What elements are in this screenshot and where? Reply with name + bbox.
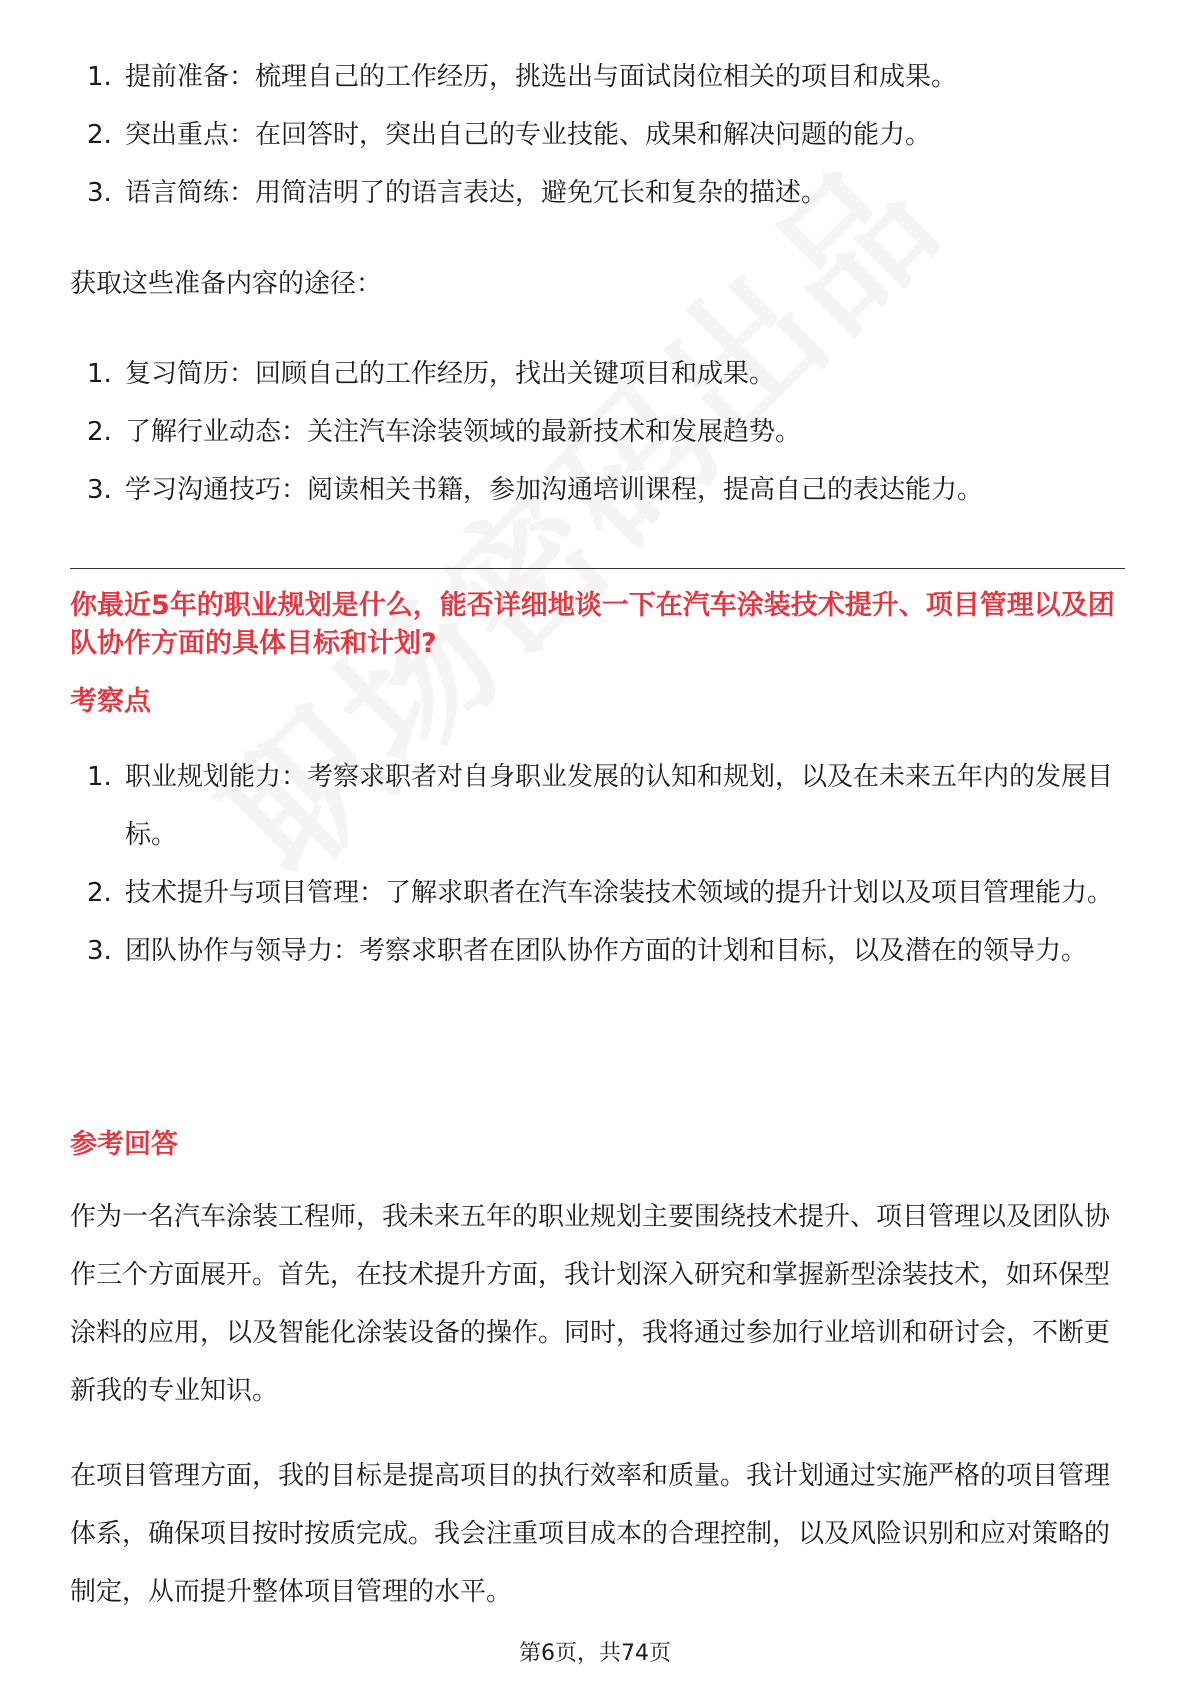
list-number: 1.	[87, 359, 112, 389]
list-item	[70, 748, 1120, 864]
answer-heading: 参考回答	[70, 1129, 178, 1160]
list-number: 1.	[87, 762, 112, 792]
list-number: 3.	[87, 936, 112, 966]
focus-heading: 考察点	[70, 686, 151, 717]
list-text: 技术提升与项目管理：了解求职者在汽车涂装技术领域的提升计划以及项目管理能力。	[125, 878, 1114, 908]
interview-question: 你最近5年的职业规划是什么，能否详细地谈一下在汽车涂装技术提升、项目管理以及团队协作方面的具体目标和计划?	[70, 590, 1115, 659]
answer-paragraph: 作为一名汽车涂装工程师，我未来五年的职业规划主要围绕技术提升、项目管理以及团队协作三个方面展开。首先，在技术提升方面，我计划深入研究和掌握新型涂装技术，如环保型涂料的应用，以及智能化涂装设备的操作。同时，我将通过参加行业培训和研讨会，不断更新我的专业知识。	[70, 1202, 1111, 1406]
list-number: 3.	[87, 178, 112, 208]
list-text: 了解行业动态：关注汽车涂装领域的最新技术和发展趋势。	[125, 417, 802, 447]
list-text: 提前准备：梳理自己的工作经历，挑选出与面试岗位相关的项目和成果。	[125, 62, 958, 92]
list-text: 突出重点：在回答时，突出自己的专业技能、成果和解决问题的能力。	[125, 120, 932, 150]
list-item	[70, 403, 1120, 461]
list-text: 复习简历：回顾自己的工作经历，找出关键项目和成果。	[125, 359, 776, 389]
intro-list	[70, 48, 1120, 222]
list-number: 1.	[87, 62, 112, 92]
ways-heading: 获取这些准备内容的途径：	[70, 269, 383, 299]
list-item	[70, 106, 1120, 164]
focus-list	[70, 748, 1120, 980]
list-item	[70, 461, 1120, 519]
ways-list	[70, 345, 1120, 519]
list-number: 2.	[87, 417, 112, 447]
list-item	[70, 864, 1120, 922]
list-number: 2.	[87, 878, 112, 908]
list-text: 团队协作与领导力：考察求职者在团队协作方面的计划和目标，以及潜在的领导力。	[125, 936, 1088, 966]
list-text: 职业规划能力：考察求职者对自身职业发展的认知和规划，以及在未来五年内的发展目标。	[125, 762, 1114, 850]
list-item	[70, 345, 1120, 403]
list-number: 3.	[87, 475, 112, 505]
list-item	[70, 164, 1120, 222]
list-item	[70, 922, 1120, 980]
list-number: 2.	[87, 120, 112, 150]
section-divider	[70, 568, 1125, 569]
list-text: 语言简练：用简洁明了的语言表达，避免冗长和复杂的描述。	[125, 178, 828, 208]
answer-paragraph: 在项目管理方面，我的目标是提高项目的执行效率和质量。我计划通过实施严格的项目管理体系，确保项目按时按质完成。我会注重项目成本的合理控制，以及风险识别和应对策略的制定，从而提升整体项目管理的水平。	[70, 1461, 1111, 1607]
page-footer: 第6页，共74页	[519, 1641, 671, 1666]
list-text: 学习沟通技巧：阅读相关书籍，参加沟通培训课程，提高自己的表达能力。	[125, 475, 984, 505]
list-item	[70, 48, 1120, 106]
